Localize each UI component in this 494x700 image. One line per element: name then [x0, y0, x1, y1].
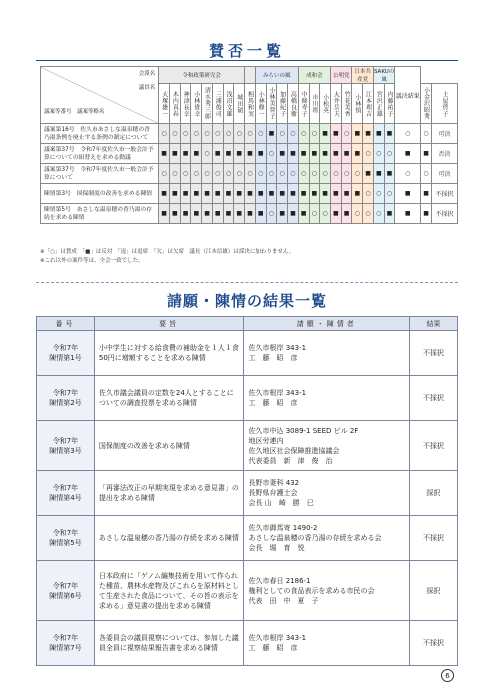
- bill-label: 議案等番号 議案等略名: [44, 109, 105, 115]
- vote-mark: ■: [384, 124, 395, 144]
- vote-mark: ■: [234, 184, 245, 204]
- vote-mark: ■: [202, 184, 213, 204]
- vote-mark: ○: [266, 144, 277, 164]
- member-name: 竹花美香: [341, 84, 352, 124]
- header-number: 番号: [37, 317, 95, 331]
- vote-mark: ■: [169, 144, 180, 164]
- petition-number: 令和7年 陳情第2号: [37, 376, 95, 421]
- vote-mark: ○: [288, 124, 299, 144]
- member-name: 相馬和実: [245, 84, 256, 124]
- vote-mark: ○: [373, 144, 384, 164]
- vote-mark: ○: [309, 164, 320, 184]
- petition-gist: 佐久市議会議員の定数を24人とすることについての調査投票を求める陳情: [94, 376, 244, 421]
- vote-mark: ○: [202, 144, 213, 164]
- vote-mark: ■: [320, 184, 331, 204]
- vote-mark: ■: [298, 144, 309, 164]
- corner-cell: [41, 67, 159, 124]
- vote-mark: ○: [212, 124, 223, 144]
- vote-mark: ○: [223, 124, 234, 144]
- bill-row: [41, 184, 458, 204]
- petition-result: 不採択: [410, 421, 458, 471]
- vote-mark: ■: [191, 184, 202, 204]
- vote-mark: ■: [395, 184, 421, 204]
- petitioner: 佐久市根岸 343-1 工 藤 昭 彦: [244, 621, 410, 666]
- vote-mark: ■: [245, 144, 256, 164]
- vote-mark: ■: [255, 184, 266, 204]
- vote-mark: ■: [288, 144, 299, 164]
- vote-mark: ■: [277, 204, 288, 224]
- bill-result: 否決: [431, 144, 457, 164]
- petition-gist: あさしな温泉穂の香乃湯の存続を求める陳情: [94, 516, 244, 561]
- note-legend: ※「○」は賛成 「■」は反対 「退」は退席 「欠」は欠席 議長（江本信雄）は採決に加わりません。: [40, 249, 295, 255]
- vote-mark: ○: [234, 124, 245, 144]
- vote-mark: ○: [255, 164, 266, 184]
- vote-mark: ○: [309, 204, 320, 224]
- vote-mark: ○: [298, 164, 309, 184]
- vote-mark: ■: [421, 184, 432, 204]
- vote-mark: ■: [384, 204, 395, 224]
- bill-row: [41, 164, 458, 184]
- party-name: みらいの風: [255, 67, 298, 84]
- vote-mark: ■: [352, 124, 363, 144]
- vote-mark: ○: [245, 124, 256, 144]
- party-name: 日本共産党: [352, 67, 373, 84]
- vote-mark: ■: [288, 184, 299, 204]
- member-name: 中條寿子: [298, 84, 309, 124]
- vote-mark: ■: [159, 144, 170, 164]
- member-name: 三浦俊司: [212, 84, 223, 124]
- member-name: 神津長幸: [180, 84, 191, 124]
- vote-mark: ○: [309, 124, 320, 144]
- vote-mark: ■: [421, 144, 432, 164]
- bill-name: 議案第37号 令和7年度佐久市一般会計予算について: [41, 164, 159, 184]
- vote-mark: ○: [330, 164, 341, 184]
- vote-mark: ○: [266, 204, 277, 224]
- vote-table: [40, 66, 458, 224]
- vote-mark: ■: [352, 144, 363, 164]
- vote-mark: ■: [223, 184, 234, 204]
- header-result: 結果: [410, 317, 458, 331]
- petition-header-row: [37, 317, 458, 331]
- vote-mark: ○: [363, 184, 374, 204]
- vote-mark: ■: [298, 204, 309, 224]
- petition-number: 令和7年 陳情第3号: [37, 421, 95, 471]
- member-name: 宮沢正雄: [373, 84, 384, 124]
- petition-result: 不採択: [410, 331, 458, 376]
- vote-mark: ○: [202, 164, 213, 184]
- vote-mark: ■: [330, 144, 341, 164]
- vote-mark: ○: [352, 164, 363, 184]
- petition-row: [37, 376, 458, 421]
- bill-row: [41, 204, 458, 224]
- member-name: 小金沢昭秀: [421, 84, 432, 124]
- vote-mark: ○: [159, 164, 170, 184]
- petition-result: 不採択: [410, 516, 458, 561]
- vote-mark: ■: [159, 204, 170, 224]
- member-name: 内藤祐子: [384, 84, 395, 124]
- member-name: 木内真春: [169, 84, 180, 124]
- member-name: 市川将: [309, 84, 320, 124]
- member-name: 小林美智子: [266, 84, 277, 124]
- party-name: [245, 67, 256, 84]
- vote-mark: ○: [320, 204, 331, 224]
- vote-mark: ○: [341, 124, 352, 144]
- vote-mark: ○: [363, 204, 374, 224]
- vote-mark: ■: [234, 204, 245, 224]
- vote-mark: ○: [180, 164, 191, 184]
- member-name: 城田碩: [234, 84, 245, 124]
- petition-result: 不採択: [410, 376, 458, 421]
- bill-name: 議案第37号 令和7年度佐久市一般会計予算についての組替えを求める動議: [41, 144, 159, 164]
- vote-mark: ○: [395, 124, 421, 144]
- vote-mark: ■: [255, 144, 266, 164]
- vote-mark: ■: [288, 204, 299, 224]
- vote-mark: ○: [363, 144, 374, 164]
- vote-mark: ■: [395, 144, 421, 164]
- section-divider: [36, 282, 458, 283]
- vote-mark: ○: [159, 124, 170, 144]
- vote-mark: ■: [352, 184, 363, 204]
- bill-result: 不採択: [431, 184, 457, 204]
- vote-mark: ■: [363, 124, 374, 144]
- bill-name: 陳情第3号 国保制度の改善を求める陳情: [41, 184, 159, 204]
- vote-mark: ■: [191, 204, 202, 224]
- petition-table: [36, 316, 458, 666]
- header-gist: 要旨: [94, 317, 244, 331]
- petition-gist: 国保制度の改善を求める陳情: [94, 421, 244, 471]
- note-unanimous: ※これ以外の案件等は、全会一致でした。: [40, 258, 144, 264]
- vote-mark: ■: [320, 144, 331, 164]
- petition-gist: 「再審法改正の早期実現を求める意見書」の提出を求める陳情: [94, 471, 244, 516]
- vote-mark: ■: [223, 144, 234, 164]
- petition-number: 令和7年 陳情第5号: [37, 516, 95, 561]
- vote-mark: ■: [212, 144, 223, 164]
- vote-mark: ■: [266, 124, 277, 144]
- bill-result: 不採択: [431, 204, 457, 224]
- vote-mark: ■: [277, 144, 288, 164]
- vote-mark: ■: [330, 204, 341, 224]
- section-title-votes: 賛否一覧: [208, 42, 285, 60]
- vote-mark: ○: [191, 164, 202, 184]
- member-label: 議員名: [138, 85, 156, 91]
- vote-mark: ○: [384, 144, 395, 164]
- petition-number: 令和7年 陳情第6号: [37, 561, 95, 621]
- petition-rows: [37, 331, 458, 666]
- vote-mark: ○: [421, 164, 432, 184]
- petition-gist: 小中学生に対する給食費の補助金を１人１食50円に増額することを求める陳情: [94, 331, 244, 376]
- vote-mark: ○: [234, 164, 245, 184]
- petition-number: 令和7年 陳情第1号: [37, 331, 95, 376]
- page-number: 6: [441, 669, 454, 682]
- vote-mark: ■: [191, 144, 202, 164]
- bill-name: 議案第16号 佐久市あさしな温泉穂の香乃湯条例を廃止する条例の制定について: [41, 124, 159, 144]
- vote-mark: ■: [309, 184, 320, 204]
- bill-result: 可決: [431, 124, 457, 144]
- vote-mark: ■: [373, 124, 384, 144]
- vote-mark: ■: [212, 184, 223, 204]
- vote-mark: ■: [180, 204, 191, 224]
- vote-mark: ○: [191, 124, 202, 144]
- member-name: 加藤紀子: [277, 84, 288, 124]
- bill-row: [41, 124, 458, 144]
- member-name: 土屋啓子: [431, 84, 457, 124]
- vote-mark: ■: [384, 164, 395, 184]
- member-name: 江本理吉: [363, 84, 374, 124]
- bill-name: 陳情第5号 あさしな温泉穂の香乃湯の存続を求める陳情: [41, 204, 159, 224]
- bill-row: [41, 144, 458, 164]
- member-name: 小林慎: [352, 84, 363, 124]
- petition-number: 令和7年 陳情第7号: [37, 621, 95, 666]
- vote-mark: ○: [277, 124, 288, 144]
- vote-mark: ○: [352, 204, 363, 224]
- vote-mark: ■: [421, 204, 432, 224]
- petition-row: [37, 621, 458, 666]
- petition-row: [37, 331, 458, 376]
- petitioner: 佐久市御馬寄 1490-2 あさしな温泉穂の香乃湯の存続を求める会 会長 堀 育 悦: [244, 516, 410, 561]
- petitioner: 佐久市根岸 343-1 工 藤 昭 彦: [244, 331, 410, 376]
- vote-mark: ○: [223, 164, 234, 184]
- vote-mark: ■: [373, 164, 384, 184]
- result-header: 議決結果: [395, 67, 421, 124]
- member-name: 大塚雄一: [159, 84, 170, 124]
- vote-mark: ○: [373, 184, 384, 204]
- vote-mark: ■: [320, 124, 331, 144]
- petition-number: 令和7年 陳情第4号: [37, 471, 95, 516]
- vote-mark: ○: [384, 184, 395, 204]
- vote-mark: ■: [169, 204, 180, 224]
- member-name: 大井岳夫: [330, 84, 341, 124]
- party-name: 公明党: [330, 67, 351, 84]
- petition-result: 不採択: [410, 621, 458, 666]
- vote-mark: ○: [341, 164, 352, 184]
- petitioner: 長野市妻科 432 長野県弁護士会 会長 山 崎 勝 巳: [244, 471, 410, 516]
- vote-mark: ○: [212, 164, 223, 184]
- vote-mark: ○: [245, 164, 256, 184]
- party-name: 成和会: [298, 67, 330, 84]
- vote-mark: ■: [180, 184, 191, 204]
- vote-mark: ■: [298, 184, 309, 204]
- vote-mark: ○: [288, 164, 299, 184]
- vote-mark: ■: [266, 184, 277, 204]
- section-title-petitions: 請願・陳情の結果一覧: [166, 292, 327, 310]
- petition-row: [37, 561, 458, 621]
- vote-mark: ■: [245, 184, 256, 204]
- vote-mark: ■: [341, 204, 352, 224]
- member-name: 浅沼文雄: [223, 84, 234, 124]
- bill-result: 可決: [431, 164, 457, 184]
- vote-mark: ■: [277, 184, 288, 204]
- vote-mark: ○: [421, 124, 432, 144]
- petitioner: 佐久市根岸 343-1 工 藤 昭 彦: [244, 376, 410, 421]
- petitioner: 佐久市中込 3089-1 SEED ビル 2F 地区労連内 佐久地区社会保障推進協議会 代表委員 新 津 俊 治: [244, 421, 410, 471]
- vote-mark: ○: [320, 164, 331, 184]
- vote-mark: ○: [202, 124, 213, 144]
- vote-mark: ■: [395, 204, 421, 224]
- vote-mark: ○: [373, 204, 384, 224]
- member-name: 小林貴幸: [191, 84, 202, 124]
- vote-mark: ■: [180, 144, 191, 164]
- party-name: SAKUの風: [373, 67, 394, 84]
- vote-mark: ■: [363, 164, 374, 184]
- member-name: 清水秀三郎: [202, 84, 213, 124]
- vote-mark: ○: [169, 124, 180, 144]
- vote-mark: ○: [395, 164, 421, 184]
- petitioner: 佐久市春日 2186-1 権利としての食品表示を求める市民の会 代表 田 中 夏 子: [244, 561, 410, 621]
- bill-rows: [41, 124, 458, 224]
- vote-mark: ■: [330, 184, 341, 204]
- vote-mark: ○: [169, 164, 180, 184]
- title-rule: [36, 60, 458, 61]
- party-label: 会派名: [138, 71, 156, 77]
- member-name: 小松英: [320, 84, 331, 124]
- petition-row: [37, 471, 458, 516]
- petition-gist: 各委員会の議員視察については、参加した議員全員に視察結果報告書を求める陳情: [94, 621, 244, 666]
- petition-row: [37, 516, 458, 561]
- party-row: [41, 67, 458, 84]
- vote-mark: ○: [298, 124, 309, 144]
- member-name: 高橋良衛: [288, 84, 299, 124]
- vote-mark: ○: [266, 164, 277, 184]
- vote-mark: ■: [202, 204, 213, 224]
- petition-row: [37, 421, 458, 471]
- vote-mark: ■: [245, 204, 256, 224]
- petition-result: 採択: [410, 471, 458, 516]
- vote-mark: ■: [223, 204, 234, 224]
- header-petitioner: 請願・陳情者: [244, 317, 410, 331]
- vote-mark: ■: [234, 144, 245, 164]
- petition-gist: 日本政府に「ゲノム編集技術を用いて作られた種苗、農林水産物及びこれらを原材料として生産された食品について、その旨の表示を求める」意見書の提出を求める陳情: [94, 561, 244, 621]
- party-name: 令和政策研究会: [159, 67, 245, 84]
- vote-mark: ■: [341, 184, 352, 204]
- vote-mark: ○: [277, 164, 288, 184]
- vote-mark: ○: [180, 124, 191, 144]
- member-name: 小林修一: [255, 84, 266, 124]
- petition-result: 採択: [410, 561, 458, 621]
- vote-mark: ■: [255, 204, 266, 224]
- vote-mark: ○: [255, 124, 266, 144]
- vote-mark: ■: [309, 144, 320, 164]
- vote-mark: ■: [159, 184, 170, 204]
- vote-mark: ■: [212, 204, 223, 224]
- vote-mark: ■: [341, 144, 352, 164]
- vote-mark: ■: [330, 124, 341, 144]
- vote-mark: ■: [169, 184, 180, 204]
